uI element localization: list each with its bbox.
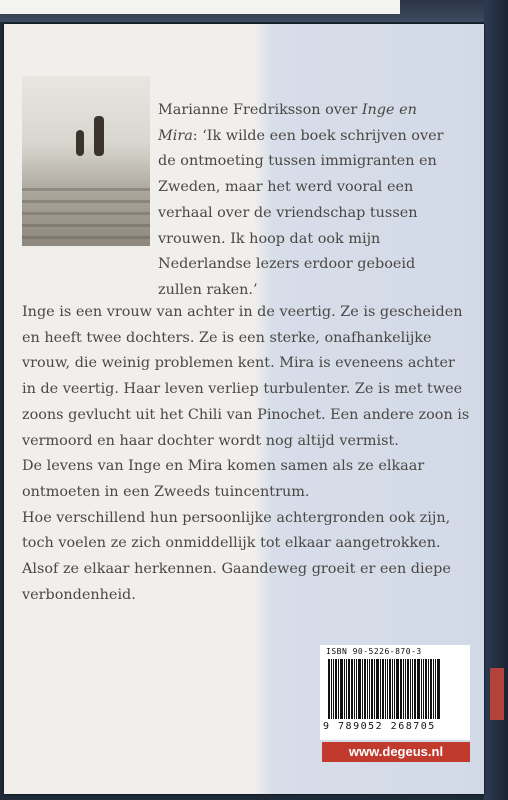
website-link[interactable]: www.degeus.nl	[322, 742, 470, 762]
quote-author: Marianne Fredriksson over	[158, 102, 362, 118]
figure-child	[76, 130, 84, 156]
blurb	[22, 300, 472, 608]
barcode	[320, 645, 470, 740]
beach-photo	[22, 76, 150, 246]
isbn-label: ISBN 90-5226-870-3	[326, 647, 422, 656]
blurb-paragraph: Hoe verschillend hun persoonlijke achtergronden ook zijn, toch voelen ze zich onmiddellijk tot elkaar aangetrokken. Alsof ze elkaar herkennen. Gaandeweg groeit er een diepe verbondenheid.	[22, 509, 451, 603]
quote-book-title: Inge en Mira	[158, 102, 417, 144]
blurb-paragraph: Inge is een vrouw van achter in de veertig. Ze is gescheiden en heeft twee dochters. Ze is een sterke, onafhankelijke vrouw, die weinig problemen kent. Mira is eveneens achter in de veertig. Haar leven verliep turbulenter. Ze is met twee zoons gevlucht uit het Chili van Pinochet. Een andere zoon is vermoord en haar dochter wordt nog altijd vermist.	[22, 304, 470, 449]
barcode-digits: 9 789052 268705	[323, 721, 436, 732]
red-tab	[490, 668, 504, 720]
blurb-paragraph: De levens van Inge en Mira komen samen als ze elkaar ontmoeten in een Zweeds tuincentrum.	[22, 458, 425, 500]
spine-top	[0, 0, 508, 22]
author-quote	[158, 98, 458, 304]
barcode-bars	[328, 659, 464, 719]
figure-woman	[94, 116, 104, 156]
quote-text: : ‘Ik wilde een boek schrijven over de ontmoeting tussen immigranten en Zweden, maar het werd vooral een verhaal over de vriendschap tussen vrouwen. Ik hoop dat ook mijn Nederlandse lezers erdoor geboeid zullen raken.’	[158, 127, 444, 298]
